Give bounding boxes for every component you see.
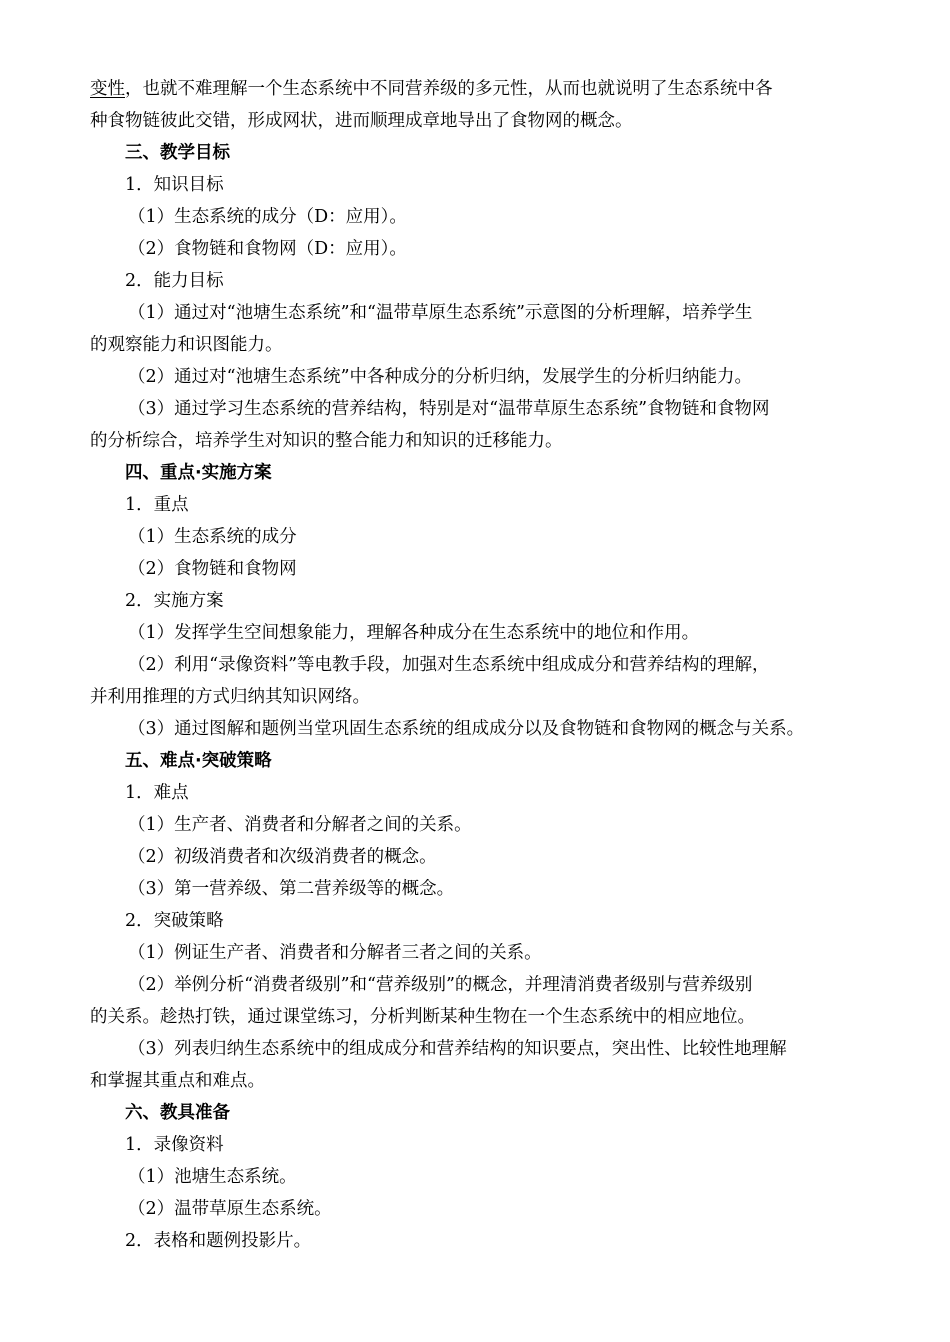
key-point-1: （1）生态系统的成分	[128, 527, 297, 547]
slides-item: 2．表格和题例投影片。	[125, 1231, 312, 1251]
difficulty-1: （1）生产者、消费者和分解者之间的关系。	[128, 815, 472, 835]
strategy-2-line-2: 的关系。趁热打铁，通过课堂练习，分析判断某种生物在一个生态系统中的相应地位。	[90, 1007, 755, 1027]
video-heading: 1．录像资料	[125, 1135, 224, 1155]
ability-goal-heading: 2．能力目标	[125, 271, 224, 291]
plan-2-line-2: 并利用推理的方式归纳其知识网络。	[90, 687, 370, 707]
section-6-title: 六、教具准备	[125, 1103, 230, 1123]
intro-line-2: 种食物链彼此交错，形成网状，进而顺理成章地导出了食物网的概念。	[90, 111, 633, 131]
video-item-2: （2）温带草原生态系统。	[128, 1199, 332, 1219]
plan-2-line-1: （2）利用“录像资料”等电教手段，加强对生态系统中组成成分和营养结构的理解，	[128, 655, 770, 675]
section-5-title: 五、难点·突破策略	[125, 751, 272, 771]
ability-goal-3-line-2: 的分析综合，培养学生对知识的整合能力和知识的迁移能力。	[90, 431, 563, 451]
video-item-1: （1）池塘生态系统。	[128, 1167, 297, 1187]
knowledge-goal-1: （1）生态系统的成分（D：应用）。	[128, 207, 407, 227]
difficulty-2: （2）初级消费者和次级消费者的概念。	[128, 847, 437, 867]
knowledge-goal-heading: 1．知识目标	[125, 175, 224, 195]
ability-goal-1-line-1: （1）通过对“池塘生态系统”和“温带草原生态系统”示意图的分析理解，培养学生	[128, 303, 753, 323]
intro-line-1-text: ，也就不难理解一个生态系统中不同营养级的多元性，从而也就说明了生态系统中各	[125, 79, 773, 99]
strategy-heading: 2．突破策略	[125, 911, 224, 931]
plan-heading: 2．实施方案	[125, 591, 224, 611]
intro-underlined-term: 变性	[90, 79, 125, 99]
key-points-heading: 1．重点	[125, 495, 189, 515]
section-3-title: 三、教学目标	[125, 143, 230, 163]
strategy-3-line-2: 和掌握其重点和难点。	[90, 1071, 265, 1091]
knowledge-goal-2: （2）食物链和食物网（D：应用）。	[128, 239, 407, 259]
strategy-1: （1）例证生产者、消费者和分解者三者之间的关系。	[128, 943, 542, 963]
difficulty-heading: 1．难点	[125, 783, 189, 803]
ability-goal-3-line-1: （3）通过学习生态系统的营养结构，特别是对“温带草原生态系统”食物链和食物网	[128, 399, 770, 419]
ability-goal-1-line-2: 的观察能力和识图能力。	[90, 335, 283, 355]
key-point-2: （2）食物链和食物网	[128, 559, 297, 579]
ability-goal-2: （2）通过对“池塘生态系统”中各种成分的分析归纳，发展学生的分析归纳能力。	[128, 367, 753, 387]
strategy-2-line-1: （2）举例分析“消费者级别”和“营养级别”的概念，并理清消费者级别与营养级别	[128, 975, 753, 995]
plan-3: （3）通过图解和题例当堂巩固生态系统的组成成分以及食物链和食物网的概念与关系。	[128, 719, 805, 739]
strategy-3-line-1: （3）列表归纳生态系统中的组成成分和营养结构的知识要点，突出性、比较性地理解	[128, 1039, 787, 1059]
section-4-title: 四、重点·实施方案	[125, 463, 272, 483]
plan-1: （1）发挥学生空间想象能力，理解各种成分在生态系统中的地位和作用。	[128, 623, 700, 643]
intro-line-1	[90, 73, 862, 105]
difficulty-3: （3）第一营养级、第二营养级等的概念。	[128, 879, 455, 899]
